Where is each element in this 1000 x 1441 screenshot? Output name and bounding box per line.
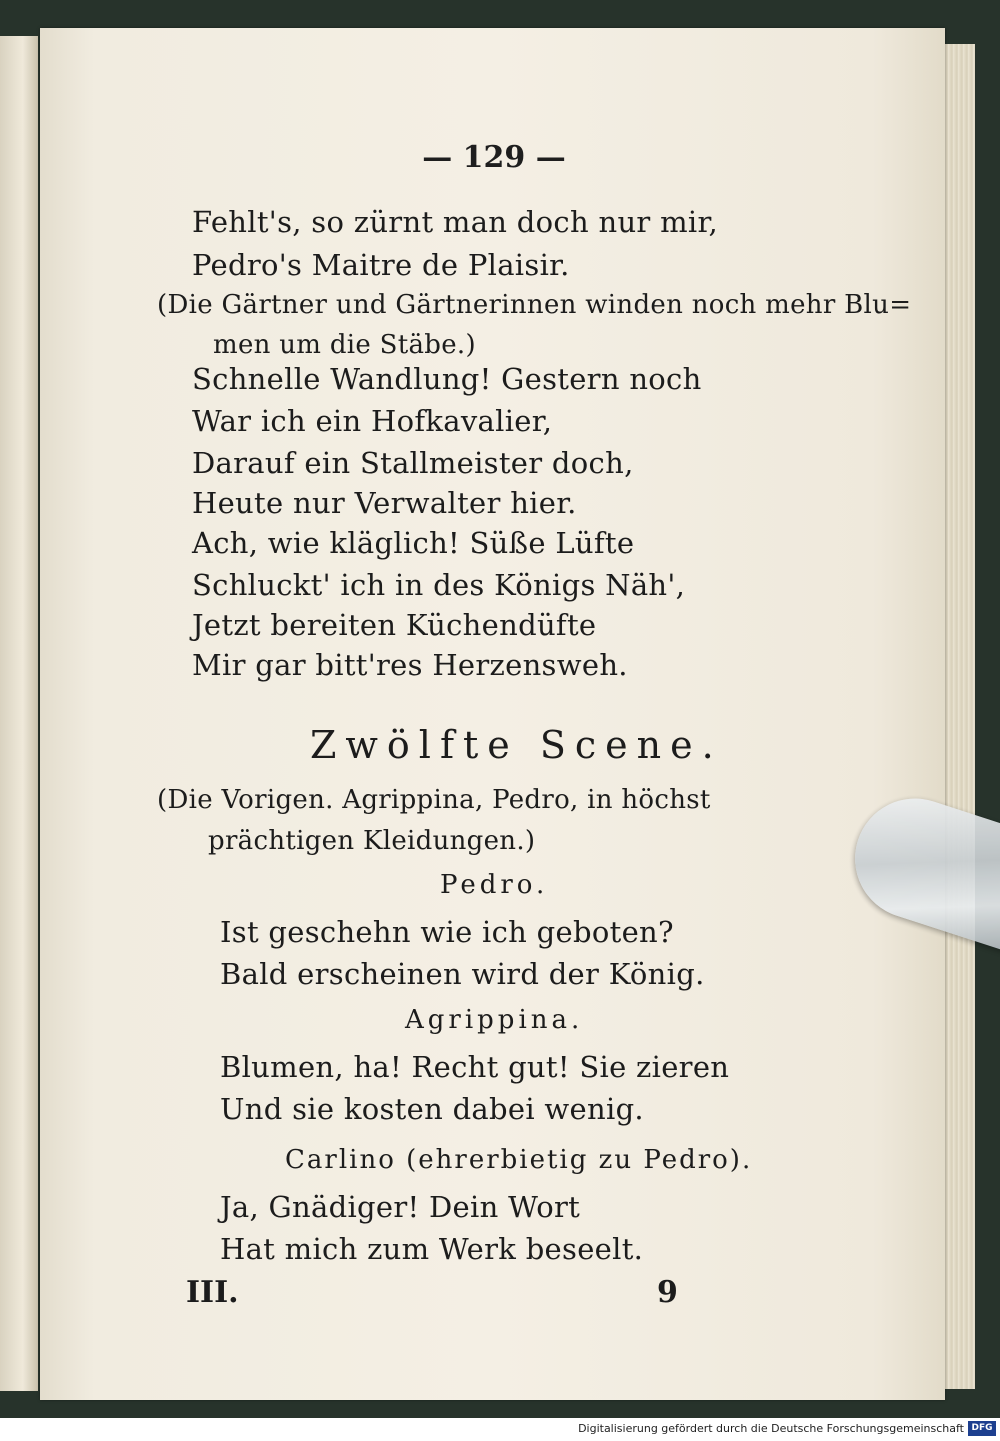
stage-direction: (Die Gärtner und Gärtnerinnen winden noch mehr Blu=	[157, 290, 912, 320]
speaker-name: Pedro.	[440, 870, 549, 900]
verse-line: Pedro's Maitre de Plaisir.	[192, 248, 570, 282]
stage-direction: men um die Stäbe.)	[213, 330, 476, 360]
verse-line: Mir gar bitt'res Herzensweh.	[192, 648, 628, 682]
speech-line: Ja, Gnädiger! Dein Wort	[220, 1190, 581, 1224]
signature-mark: III.	[186, 1275, 239, 1310]
speech-line: Ist geschehn wie ich geboten?	[220, 915, 674, 949]
scene-heading: Zwölfte Scene.	[310, 723, 723, 767]
dfg-logo: DFG	[968, 1421, 996, 1436]
speaker-name: Agrippina.	[405, 1005, 584, 1035]
verse-line: Jetzt bereiten Küchendüfte	[192, 608, 597, 642]
verse-line: Heute nur Verwalter hier.	[192, 486, 577, 520]
speaker-name: Carlino (ehrerbietig zu Pedro).	[285, 1145, 753, 1175]
speech-line: Hat mich zum Werk beseelt.	[220, 1232, 644, 1266]
digitization-credit: Digitalisierung gefördert durch die Deutsche Forschungsgemeinschaft	[578, 1422, 964, 1435]
signature-number: 9	[657, 1275, 678, 1310]
stage-direction: (Die Vorigen. Agrippina, Pedro, in höchst	[157, 785, 711, 815]
verse-line: Darauf ein Stallmeister doch,	[192, 446, 634, 480]
verse-line: Fehlt's, so zürnt man doch nur mir,	[192, 205, 718, 239]
speech-line: Und sie kosten dabei wenig.	[220, 1092, 644, 1126]
speech-line: Blumen, ha! Recht gut! Sie zieren	[220, 1050, 730, 1084]
verse-line: Schnelle Wandlung! Gestern noch	[192, 362, 702, 396]
verse-line: Schluckt' ich in des Königs Näh',	[192, 568, 686, 602]
speech-line: Bald erscheinen wird der König.	[220, 957, 705, 991]
page-number-header: — 129 —	[422, 140, 566, 175]
verse-line: Ach, wie kläglich! Süße Lüfte	[192, 526, 635, 560]
verse-line: War ich ein Hofkavalier,	[192, 404, 553, 438]
facing-page-edge	[0, 36, 38, 1391]
stage-direction: prächtigen Kleidungen.)	[208, 826, 536, 856]
